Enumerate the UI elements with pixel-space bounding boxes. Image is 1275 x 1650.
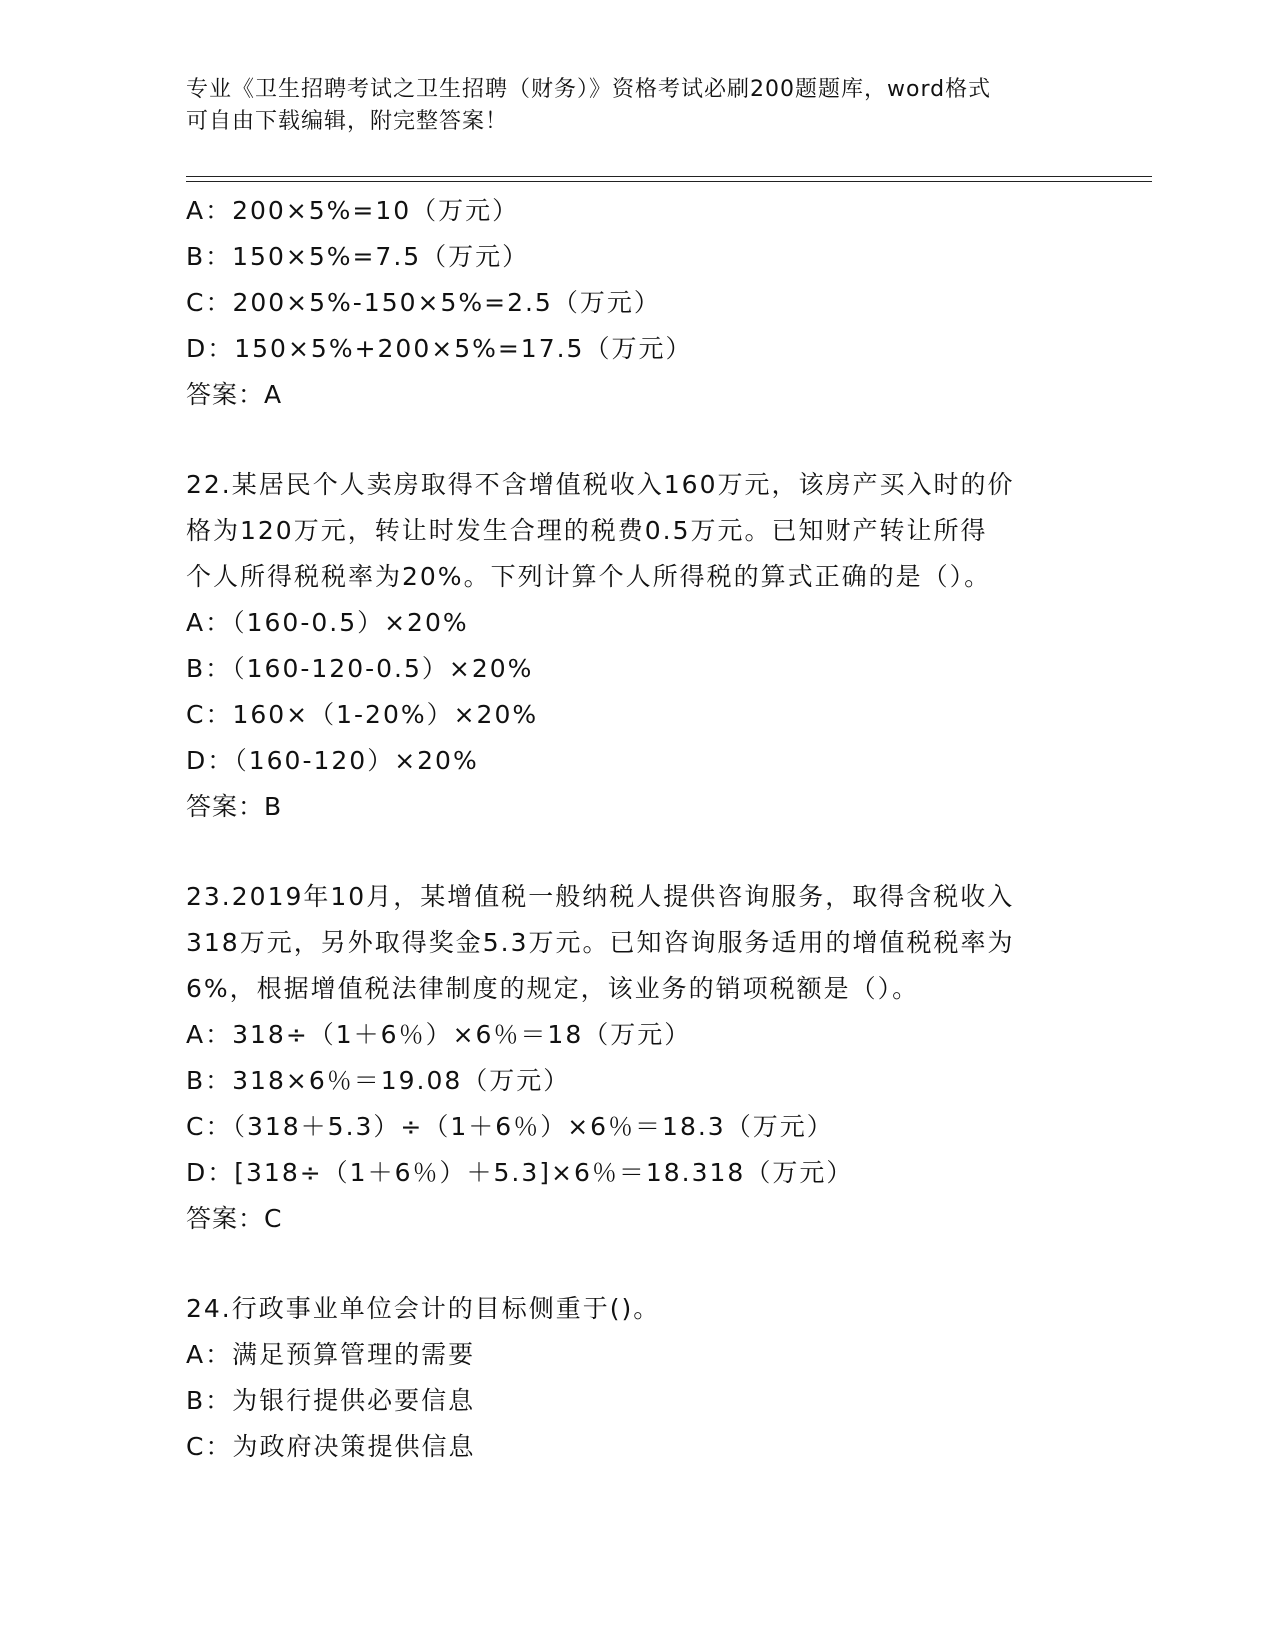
option-a: A：（160-0.5）×20% (186, 608, 469, 637)
spacer (186, 830, 1086, 874)
option-b: B：（160-120-0.5）×20% (186, 654, 534, 683)
option-a: A：318÷（1＋6％）×6％＝18（万元） (186, 1020, 692, 1049)
answer: 答案：C (186, 1204, 283, 1233)
option-b: B：318×6％＝19.08（万元） (186, 1066, 571, 1095)
question-stem-line: 个人所得税税率为20%。下列计算个人所得税的算式正确的是（）。 (186, 562, 992, 591)
document-body (186, 188, 1086, 1470)
question-stem-line: 格为120万元，转让时发生合理的税费0.5万元。已知财产转让所得 (186, 516, 988, 545)
answer: 答案：A (186, 380, 283, 409)
option-d: D：150×5%+200×5%=17.5（万元） (186, 334, 693, 363)
question-stem-line: 24.行政事业单位会计的目标侧重于()。 (186, 1294, 661, 1323)
option-c: C：为政府决策提供信息 (186, 1432, 476, 1461)
option-a: A：200×5%=10（万元） (186, 196, 520, 225)
spacer (186, 1242, 1086, 1286)
option-c: C：（318＋5.3）÷（1＋6％）×6％＝18.3（万元） (186, 1112, 834, 1141)
question-stem-line: 318万元，另外取得奖金5.3万元。已知咨询服务适用的增值税税率为 (186, 928, 1015, 957)
page-header (186, 74, 1086, 138)
question-21 (186, 188, 1086, 418)
header-line-2: 可自由下载编辑，附完整答案！ (186, 109, 509, 134)
question-23 (186, 874, 1086, 1242)
question-stem-line: 6%，根据增值税法律制度的规定，该业务的销项税额是（）。 (186, 974, 920, 1003)
answer: 答案：B (186, 792, 283, 821)
question-stem-line: 22.某居民个人卖房取得不含增值税收入160万元，该房产买入时的价 (186, 470, 1015, 499)
spacer (186, 418, 1086, 462)
option-b: B：150×5%=7.5（万元） (186, 242, 530, 271)
question-22 (186, 462, 1086, 830)
option-d: D：[318÷（1＋6％）＋5.3]×6％＝18.318（万元） (186, 1158, 854, 1187)
option-b: B：为银行提供必要信息 (186, 1386, 476, 1415)
question-stem-line: 23.2019年10月，某增值税一般纳税人提供咨询服务，取得含税收入 (186, 882, 1015, 911)
question-24 (186, 1286, 1086, 1470)
option-a: A：满足预算管理的需要 (186, 1340, 476, 1369)
header-line-1: 专业《卫生招聘考试之卫生招聘（财务）》资格考试必刷200题题库，word格式 (186, 77, 992, 102)
option-c: C：200×5%-150×5%=2.5（万元） (186, 288, 661, 317)
option-d: D：（160-120）×20% (186, 746, 479, 775)
option-c: C：160×（1-20%）×20% (186, 700, 539, 729)
header-divider (186, 176, 1152, 177)
header-divider-secondary (186, 181, 1152, 182)
